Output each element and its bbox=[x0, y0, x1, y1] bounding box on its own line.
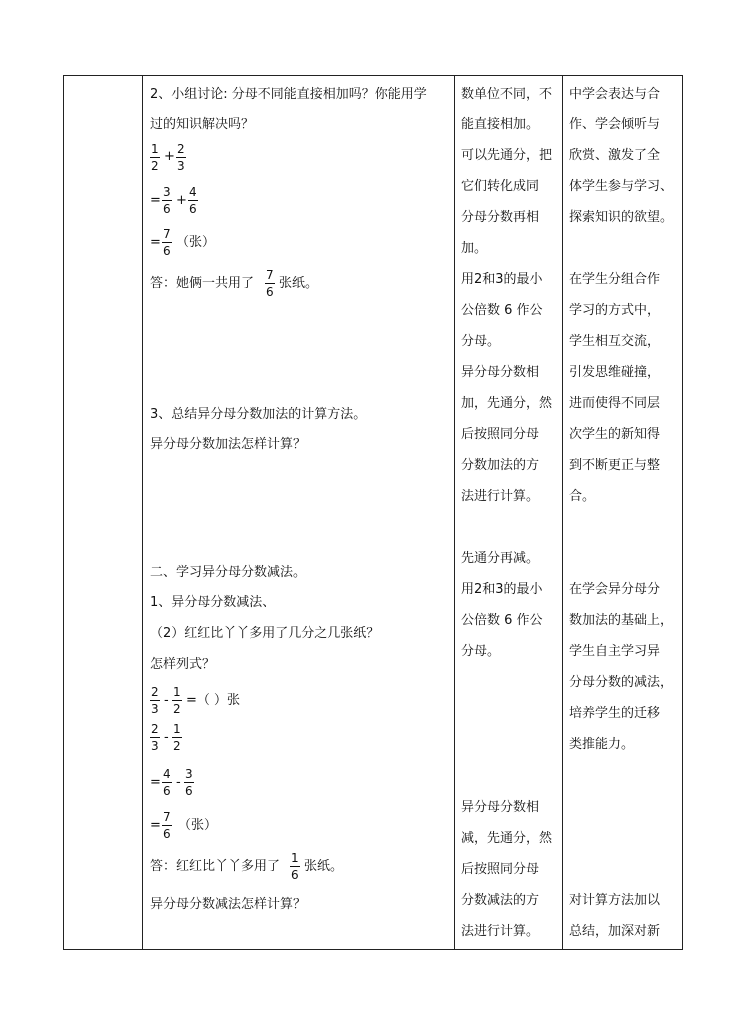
add-equals-2: = bbox=[150, 235, 161, 250]
sub-minus-3: - bbox=[176, 775, 181, 790]
col3-line: 数单位不同，不 bbox=[461, 87, 553, 102]
col3-line: 公倍数 6 作公 bbox=[461, 613, 543, 628]
add-fraction-3: 3 6 bbox=[163, 185, 171, 216]
col3-line: 先通分再减。 bbox=[461, 551, 540, 566]
col4-line: 在学会异分母分 bbox=[569, 582, 661, 597]
add-fraction-4: 4 6 bbox=[189, 185, 197, 216]
subtraction-problem: （2）红红比丫丫多用了几分之几张纸？ bbox=[150, 626, 380, 641]
col3-line: 后按照同分母 bbox=[461, 862, 540, 877]
col3-line: 分数减法的方 bbox=[461, 893, 540, 908]
subtraction-subtitle: 1、异分母分数减法、 bbox=[150, 595, 276, 610]
col3-line: 后按照同分母 bbox=[461, 427, 540, 442]
summary-subtraction-question: 异分母分数减法怎样计算？ bbox=[150, 897, 307, 912]
sub-result-fraction: 7 6 bbox=[163, 810, 171, 841]
sub-blank-answer: =（ ）张 bbox=[186, 693, 241, 708]
sub-fraction-2: 1 2 bbox=[173, 685, 181, 716]
col3-line: 可以先通分，把 bbox=[461, 148, 553, 163]
add-result-fraction: 7 6 bbox=[163, 227, 171, 258]
sub-fraction-4: 1 2 bbox=[173, 722, 181, 753]
sub-result-unit: （张） bbox=[178, 818, 218, 833]
add-result-unit: （张） bbox=[176, 235, 216, 250]
col4-line: 在学生分组合作 bbox=[569, 272, 661, 287]
add-equals-1: = bbox=[150, 193, 161, 208]
col4-line: 体学生参与学习、 bbox=[569, 179, 674, 194]
sub-fraction-5: 4 6 bbox=[163, 767, 171, 798]
col4-line: 合。 bbox=[569, 489, 596, 504]
sub-minus-2: - bbox=[164, 730, 169, 745]
sub-minus-1: - bbox=[164, 693, 169, 708]
col4-line: 中学会表达与合 bbox=[569, 87, 661, 102]
answer-2-prefix: 答：红红比丫丫多用了 bbox=[150, 859, 281, 874]
table-top-border bbox=[63, 75, 683, 76]
col3-line: 加。 bbox=[461, 241, 488, 256]
col3-line: 它们转化成同 bbox=[461, 179, 540, 194]
discussion-question-line1: 2、小组讨论: 分母不同能直接相加吗？你能用学 bbox=[150, 87, 427, 102]
table-col-border-2 bbox=[454, 75, 455, 950]
table-col-border-1 bbox=[142, 75, 143, 950]
col3-line: 用2和3的最小 bbox=[461, 272, 543, 287]
col3-line: 加，先通分，然 bbox=[461, 396, 553, 411]
col4-line: 培养学生的迁移 bbox=[569, 706, 661, 721]
sub-fraction-6: 3 6 bbox=[185, 767, 193, 798]
sub-fraction-3: 2 3 bbox=[151, 722, 159, 753]
col4-line: 数加法的基础上， bbox=[569, 613, 674, 628]
add-fraction-1: 1 2 bbox=[151, 142, 159, 173]
col3-line: 减，先通分，然 bbox=[461, 831, 553, 846]
sub-fraction-1: 2 3 bbox=[151, 685, 159, 716]
col3-line: 异分母分数相 bbox=[461, 800, 540, 815]
col3-line: 分数加法的方 bbox=[461, 458, 540, 473]
col4-line: 到不断更正与整 bbox=[569, 458, 661, 473]
col3-line: 能直接相加。 bbox=[461, 117, 540, 132]
answer-1-prefix: 答：她俩一共用了 bbox=[150, 276, 255, 291]
table-col-border-4 bbox=[682, 75, 683, 950]
col4-line: 学生相互交流， bbox=[569, 334, 661, 349]
add-plus-1: + bbox=[164, 149, 175, 164]
col3-line: 法进行计算。 bbox=[461, 489, 540, 504]
col4-line: 分母分数的减法， bbox=[569, 675, 674, 690]
col4-line: 引发思维碰撞， bbox=[569, 365, 661, 380]
col4-line: 学生自主学习异 bbox=[569, 644, 661, 659]
col4-line: 学习的方式中， bbox=[569, 303, 661, 318]
sub-equals-2: = bbox=[150, 818, 161, 833]
answer-1-fraction: 7 6 bbox=[266, 268, 274, 299]
col4-line: 进而使得不同层 bbox=[569, 396, 661, 411]
section-subtraction-title: 二、学习异分母分数减法。 bbox=[150, 565, 307, 580]
answer-2-fraction: 1 6 bbox=[291, 851, 299, 882]
add-fraction-2: 2 3 bbox=[177, 142, 185, 173]
add-plus-2: + bbox=[176, 193, 187, 208]
sub-equals-1: = bbox=[150, 775, 161, 790]
summary-addition-question: 异分母分数加法怎样计算？ bbox=[150, 437, 307, 452]
col4-line: 作、学会倾听与 bbox=[569, 117, 661, 132]
col4-line: 总结，加深对新 bbox=[569, 924, 661, 939]
col4-line: 类推能力。 bbox=[569, 737, 635, 752]
col3-line: 法进行计算。 bbox=[461, 924, 540, 939]
col4-line: 欣赏、激发了全 bbox=[569, 148, 661, 163]
table-col-border-3 bbox=[562, 75, 563, 950]
subtraction-how-to-write: 怎样列式？ bbox=[150, 657, 216, 672]
col3-line: 异分母分数相 bbox=[461, 365, 540, 380]
table-col-border-0 bbox=[63, 75, 64, 950]
col3-line: 分母。 bbox=[461, 334, 501, 349]
answer-2-suffix: 张纸。 bbox=[304, 859, 344, 874]
answer-1-suffix: 张纸。 bbox=[279, 276, 319, 291]
col4-line: 探索知识的欲望。 bbox=[569, 210, 674, 225]
col4-line: 次学生的新知得 bbox=[569, 427, 661, 442]
discussion-question-line2: 过的知识解决吗？ bbox=[150, 117, 255, 132]
col3-line: 分母。 bbox=[461, 644, 501, 659]
col3-line: 公倍数 6 作公 bbox=[461, 303, 543, 318]
col4-line: 对计算方法加以 bbox=[569, 893, 661, 908]
col3-line: 分母分数再相 bbox=[461, 210, 540, 225]
summary-addition-title: 3、总结异分母分数加法的计算方法。 bbox=[150, 407, 367, 422]
col3-line: 用2和3的最小 bbox=[461, 582, 543, 597]
table-bottom-border bbox=[63, 949, 683, 950]
